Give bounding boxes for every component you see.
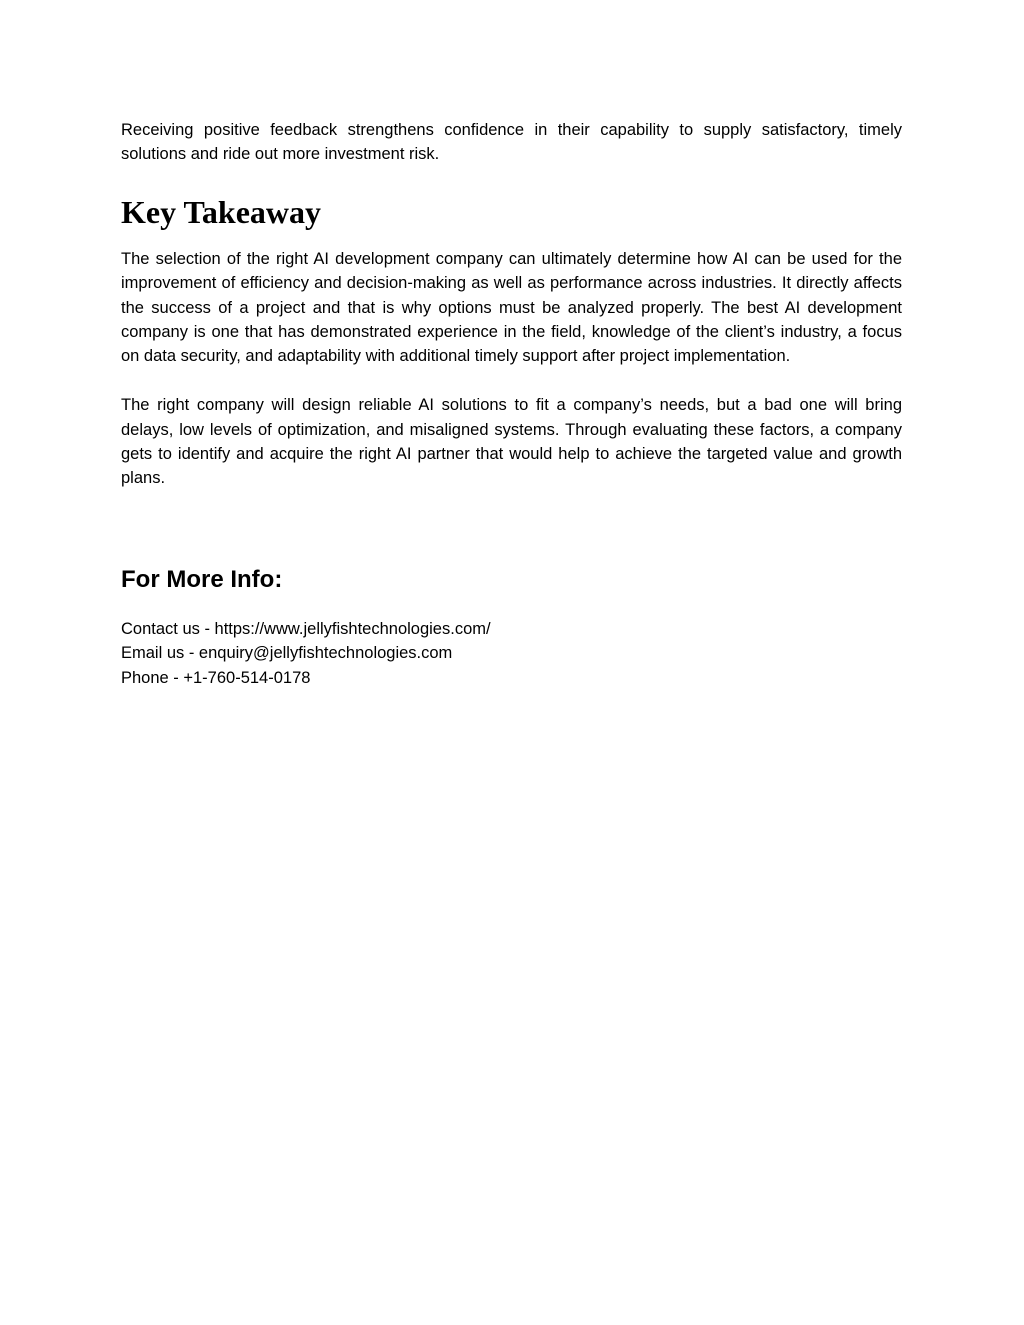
document-page bbox=[121, 118, 902, 690]
intro-paragraph: Receiving positive feedback strengthens confidence in their capability to supply satisfactory, timely solutions and ride out more investment risk. bbox=[121, 121, 902, 164]
contact-line: Contact us - https://www.jellyfishtechnologies.com/ bbox=[121, 619, 491, 638]
contact-block bbox=[121, 617, 902, 690]
phone-line: Phone - +1-760-514-0178 bbox=[121, 668, 311, 687]
email-line: Email us - enquiry@jellyfishtechnologies.com bbox=[121, 644, 453, 663]
takeaway-paragraph-1: The selection of the right AI development company can ultimately determine how AI can be used for the improvement of efficiency and decision-making as well as performance across industries. It directly affects the success of a project and that is why options must be analyzed properly. The best AI development company is one that has demonstrated experience in the field, knowledge of the client’s industry, a focus on data security, and adaptability with additional timely support after project implementation. bbox=[121, 249, 902, 366]
more-info-heading: For More Info: bbox=[121, 565, 283, 593]
key-takeaway-heading: Key Takeaway bbox=[121, 193, 322, 230]
takeaway-paragraph-2: The right company will design reliable AI solutions to fit a company’s needs, but a bad one will bring delays, low levels of optimization, and misaligned systems. Through evaluating these factors, a company gets to identify and acquire the right AI partner that would help to achieve the targeted value and growth plans. bbox=[121, 396, 902, 488]
